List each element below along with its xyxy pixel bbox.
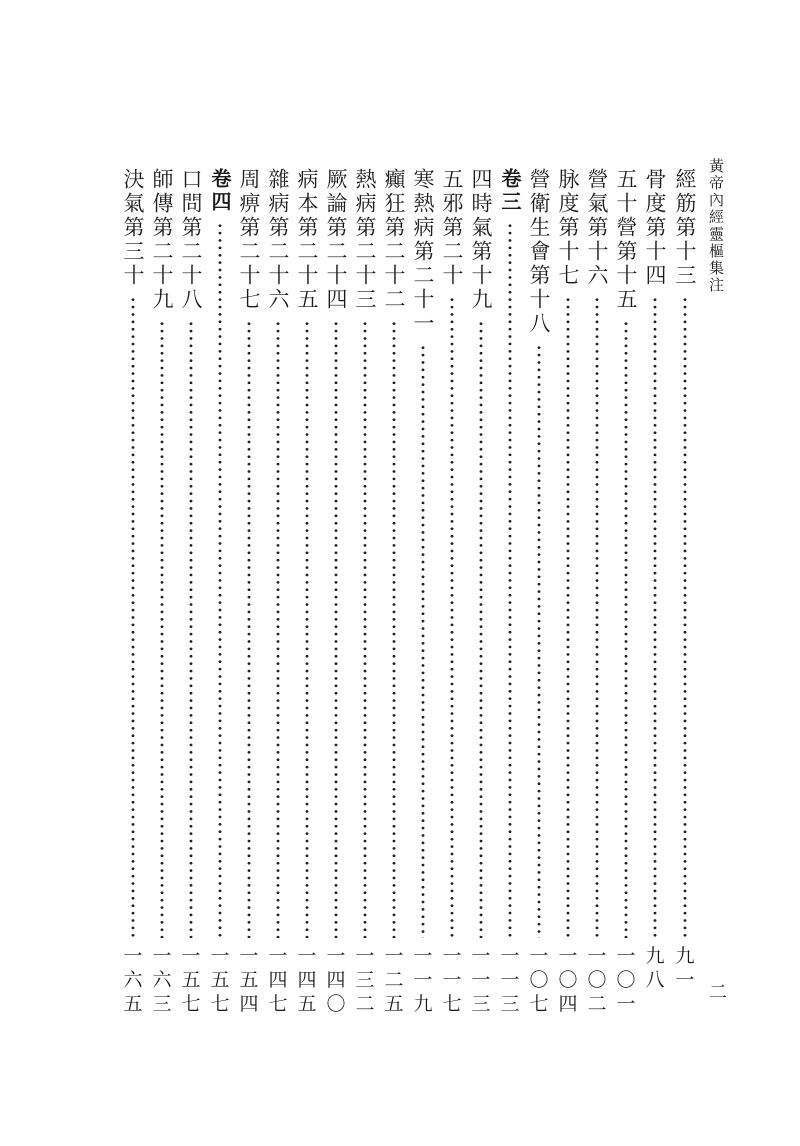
page-digit: 七 (268, 993, 288, 1015)
chapter-title: 熱病第二十三 (353, 168, 377, 312)
page-digit: 一 (210, 945, 230, 967)
chapter-title: 寒熱病第二十一 (411, 168, 435, 336)
chapter-title: 雜病第二十六 (266, 168, 290, 312)
dot-leader (305, 320, 309, 938)
toc-page-number (585, 944, 609, 1016)
dot-leader (624, 320, 628, 938)
page-digit: 〇 (558, 969, 578, 991)
toc-page-number (208, 944, 232, 1016)
toc-volume-entry[interactable] (207, 168, 233, 1016)
page-digit: 七 (442, 993, 462, 1015)
chapter-title: 營氣第十六 (585, 168, 609, 288)
page-digit: 八 (645, 969, 665, 991)
page-digit: 〇 (529, 969, 549, 991)
page-digit: 一 (442, 945, 462, 967)
page-digit: 七 (210, 993, 230, 1015)
dot-leader (566, 296, 570, 938)
page-digit: 九 (413, 993, 433, 1015)
dot-leader (218, 222, 222, 938)
toc-page-number (469, 944, 493, 1016)
toc-page-number (295, 944, 319, 1016)
toc-entry[interactable] (236, 168, 262, 1016)
page-digit: 六 (152, 969, 172, 991)
chapter-title: 周痹第二十七 (237, 168, 261, 312)
page-digit: 五 (297, 993, 317, 1015)
toc-page-number (121, 944, 145, 1016)
volume-title: 卷三 (498, 168, 522, 214)
page-digit: 四 (297, 969, 317, 991)
dot-leader (683, 296, 687, 938)
dot-leader (450, 296, 454, 938)
toc-page-number (411, 944, 435, 1016)
page-digit: 一 (181, 945, 201, 967)
toc-entry[interactable] (439, 168, 465, 1016)
page-digit: 一 (355, 945, 375, 967)
toc-page-number (498, 944, 522, 1016)
chapter-title: 口問第二十八 (179, 168, 203, 312)
page-digit: 一 (529, 945, 549, 967)
toc-entry[interactable] (410, 168, 436, 1016)
dot-leader (392, 320, 396, 938)
chapter-title: 脉度第十七 (556, 168, 580, 288)
toc-entry[interactable] (381, 168, 407, 1016)
toc-page-number (353, 944, 377, 1016)
toc-entry[interactable] (468, 168, 494, 1016)
dot-leader (189, 320, 193, 938)
dot-leader (276, 320, 280, 938)
page-digit: 一 (326, 945, 346, 967)
toc-page-number (150, 944, 174, 1016)
chapter-title: 經筋第十三 (673, 168, 697, 288)
toc-entry[interactable] (149, 168, 175, 1016)
toc-page-number (382, 944, 406, 1016)
page-digit: 一 (268, 945, 288, 967)
chapter-title: 五邪第二十 (440, 168, 464, 288)
dot-leader (131, 296, 135, 938)
toc-volume-entry[interactable] (497, 168, 523, 1016)
chapter-title: 營衛生會第十八 (527, 168, 551, 336)
toc-page-number (527, 944, 551, 1016)
page-digit: 一 (616, 993, 636, 1015)
page-digit: 九 (645, 945, 665, 967)
chapter-title: 癲狂第二十二 (382, 168, 406, 312)
page-digit: 九 (675, 945, 695, 967)
toc-page-number (643, 944, 667, 1016)
page-digit: 七 (181, 993, 201, 1015)
toc-entry[interactable] (555, 168, 581, 1016)
toc-entry[interactable] (584, 168, 610, 1016)
toc-entry[interactable] (352, 168, 378, 1016)
page-digit: 五 (123, 993, 143, 1015)
page-digit: 三 (471, 993, 491, 1015)
page-digit: 一 (616, 945, 636, 967)
page-digit: 一 (239, 945, 259, 967)
page-digit: 三 (500, 993, 520, 1015)
toc-page-number (179, 944, 203, 1016)
page-digit: 五 (239, 969, 259, 991)
page-digit: 一 (297, 945, 317, 967)
toc-page-number (237, 944, 261, 1016)
dot-leader (537, 344, 541, 938)
dot-leader (479, 320, 483, 938)
dot-leader (160, 320, 164, 938)
chapter-title: 五十營第十五 (614, 168, 638, 312)
dot-leader (653, 296, 657, 938)
page-digit: 一 (442, 969, 462, 991)
chapter-title: 師傳第二十九 (150, 168, 174, 312)
toc-page-number (324, 944, 348, 1016)
volume-title: 卷四 (208, 168, 232, 214)
chapter-title: 決氣第三十 (121, 168, 145, 288)
toc-entry[interactable] (642, 168, 668, 1016)
dot-leader (595, 296, 599, 938)
chapter-title: 病本第二十五 (295, 168, 319, 312)
page-digit: 五 (384, 993, 404, 1015)
page-digit: 三 (152, 993, 172, 1015)
page-digit: 二 (587, 993, 607, 1015)
page-digit: 五 (181, 969, 201, 991)
page-digit: 五 (210, 969, 230, 991)
page-digit: 〇 (616, 969, 636, 991)
toc-page-number (614, 944, 638, 1016)
toc-entry[interactable] (294, 168, 320, 1016)
page-digit: 〇 (326, 993, 346, 1015)
page-digit: 一 (587, 945, 607, 967)
page-digit: 一 (384, 945, 404, 967)
page-digit: 一 (152, 945, 172, 967)
page-digit: 一 (471, 945, 491, 967)
chapter-title: 四時氣第十九 (469, 168, 493, 312)
dot-leader (421, 344, 425, 938)
dot-leader (247, 320, 251, 938)
page-digit: 四 (239, 993, 259, 1015)
page-digit: 二 (384, 969, 404, 991)
toc-entry[interactable] (265, 168, 291, 1016)
toc-entry[interactable] (120, 168, 146, 1016)
page-digit: 七 (529, 993, 549, 1015)
toc-entry[interactable] (178, 168, 204, 1016)
page-digit: 一 (500, 969, 520, 991)
toc-page-number (556, 944, 580, 1016)
page-digit: 四 (268, 969, 288, 991)
page-digit: 四 (326, 969, 346, 991)
page-digit: 一 (558, 945, 578, 967)
toc-entry[interactable] (613, 168, 639, 1016)
page-digit: 一 (500, 945, 520, 967)
toc-page-number (440, 944, 464, 1016)
page-digit: 一 (675, 969, 695, 991)
page-digit: 六 (123, 969, 143, 991)
page-number: 二 (706, 982, 727, 1000)
page-digit: 一 (471, 969, 491, 991)
page-digit: 四 (558, 993, 578, 1015)
toc-entry[interactable] (323, 168, 349, 1016)
chapter-title: 厥論第二十四 (324, 168, 348, 312)
chapter-title: 骨度第十四 (643, 168, 667, 288)
toc-entry[interactable] (526, 168, 552, 1016)
page-digit: 三 (355, 969, 375, 991)
dot-leader (363, 320, 367, 938)
dot-leader (334, 320, 338, 938)
toc-page-number (673, 944, 697, 1016)
toc-page-number (266, 944, 290, 1016)
toc-entry[interactable] (672, 168, 698, 1016)
page-digit: 一 (123, 945, 143, 967)
page-digit: 一 (413, 945, 433, 967)
dot-leader (508, 222, 512, 938)
page-digit: 一 (413, 969, 433, 991)
page-digit: 〇 (587, 969, 607, 991)
page-digit: 二 (355, 993, 375, 1015)
running-head: 黃帝內經靈樞集注 (707, 158, 725, 294)
